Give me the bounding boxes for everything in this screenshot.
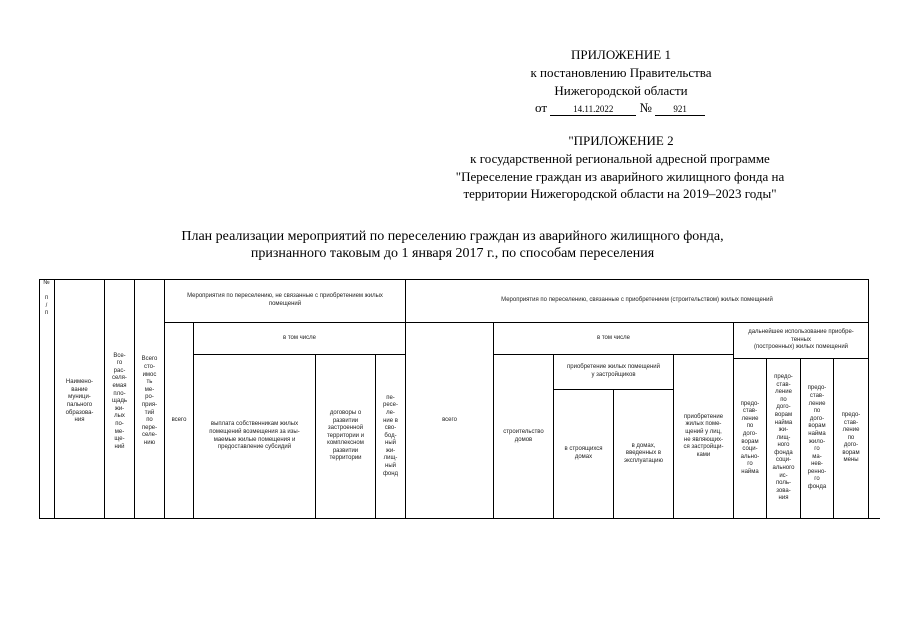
appendix2-program-name-1: "Переселение граждан из аварийного жилищного фонда на [455, 169, 785, 184]
header-in-commissioned-houses: в домах, введенных в эксплуатацию [624, 442, 663, 464]
header-social-use-lease: предо- став- ление по дого- ворам найма жи- лищ- ного фонда соци- ального ис- поль- зова- ния [772, 373, 795, 502]
number-label: № [639, 100, 652, 115]
header-total-acquisition: всего [442, 416, 457, 423]
appendix2-program-name-2: территории Нижегородской области на 2019–2023 годы" [463, 186, 777, 201]
plan-title [0, 228, 905, 262]
header-social-lease: предо- став- ление по дого- ворам соци- ально- го найма [740, 400, 760, 475]
header-municipality: Наимено- вание муници- пального образова- ния [65, 379, 94, 424]
header-payout-owners: выплата собственникам жилых помещений возмещения за изы- маемые жилые помещения и предоставление субсидий [209, 421, 300, 451]
header-resettle-free-fund: пе- ресе- ле- ние в сво- бод- ный жи- лищ- ный фонд [382, 394, 399, 477]
header-group-not-acquisition: Мероприятия по переселению, не связанные с приобретением жилых помещений [187, 293, 383, 307]
header-development-contracts: договоры о развитии застроенной территории и комплексном развитии территории [326, 409, 365, 462]
plan-title-line-1: План реализации мероприятий по переселению граждан из аварийного жилищного фонда, [181, 229, 724, 244]
header-group-acquisition: Мероприятия по переселению, связанные с приобретением (строительством) жилых помещений [501, 297, 773, 304]
appendix1-decree-line: к постановлению Правительства [530, 65, 712, 80]
header-in-built-houses: в строящихся домах [564, 446, 603, 460]
header-total-area: Все- го рас- селя- емая пло- щадь жи- лых по- ме- ще- ний [112, 352, 127, 450]
header-including-2: в том числе [597, 334, 630, 341]
header-exchange-contracts: предо- став- ление по дого- ворам мены [841, 411, 861, 464]
decree-number: 921 [655, 104, 705, 116]
appendix1-region-line: Нижегородской области [554, 83, 688, 98]
header-purchase-developers: приобретение жилых помещений у застройщиков [567, 364, 660, 378]
appendix1-title: ПРИЛОЖЕНИЕ 1 [571, 47, 671, 62]
header-temporary-fund-lease: предо- став- ление по дого- ворам найма жило- го ма- нев- ренно- го фонда [807, 385, 827, 491]
decree-date-number [535, 100, 705, 116]
header-total-cost: Всего сто- имос ть ме- ро- прия- тий по пере- селе- нию [141, 356, 158, 446]
header-total-not-acquisition: всего [171, 416, 187, 423]
decree-date: 14.11.2022 [550, 104, 636, 116]
header-construction: строительство домов [503, 428, 544, 443]
header-further-use: дальнейшее использование приобре- тенных (построенных) жилых помещений [748, 329, 854, 351]
header-purchase-non-developers: приобретение жилых поме- щений у лиц, не являющих- ся застройщи- ками [683, 413, 724, 458]
header-including-1: в том числе [283, 334, 316, 341]
appendix2-title: "ПРИЛОЖЕНИЕ 2 [568, 133, 674, 148]
plan-title-line-2: признанного таковым до 1 января 2017 г., по способам переселения [250, 246, 655, 261]
appendix2-program-line: к государственной региональной адресной программе [470, 151, 770, 166]
from-label: от [535, 100, 548, 115]
header-row-number: № п / п [43, 280, 50, 317]
